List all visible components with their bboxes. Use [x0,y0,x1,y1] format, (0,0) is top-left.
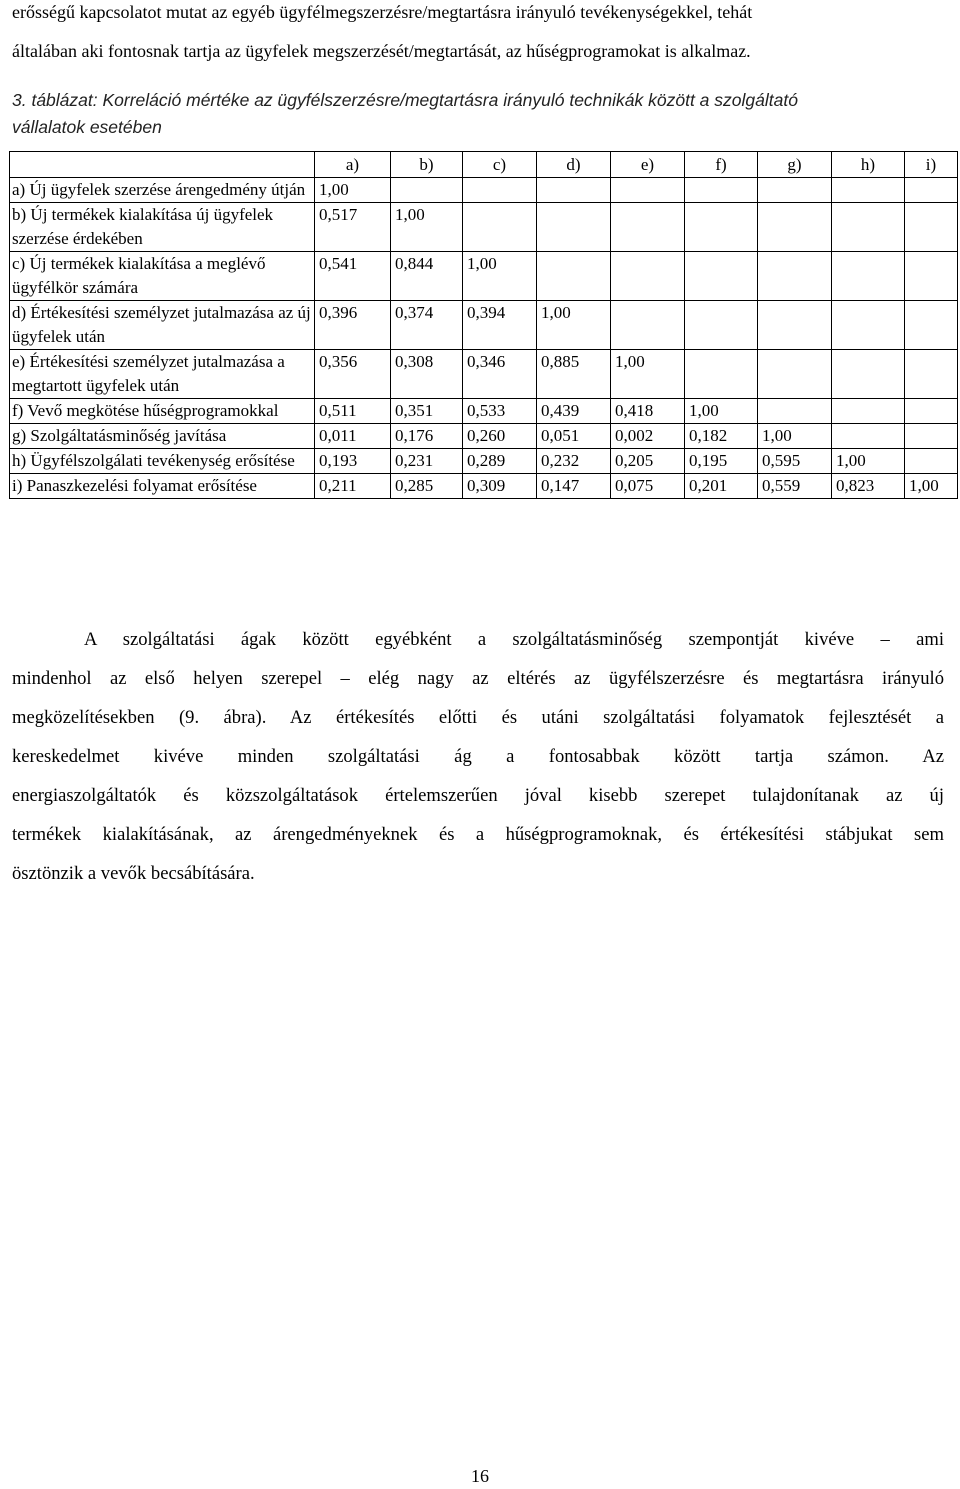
correlation-cell: 0,002 [611,424,685,449]
paragraph-line: ösztönzik a vevők becsábítására. [12,863,255,884]
correlation-cell: 0,205 [611,449,685,474]
correlation-cell [611,252,685,301]
column-header: i) [905,152,958,178]
correlation-cell: 1,00 [611,350,685,399]
correlation-cell [758,252,832,301]
column-header: c) [463,152,537,178]
correlation-cell [905,252,958,301]
correlation-cell [758,203,832,252]
row-label: h) Ügyfélszolgálati tevékenység erősítése [10,449,315,474]
correlation-cell [537,252,611,301]
table-row [10,252,958,301]
correlation-cell [758,399,832,424]
column-header: g) [758,152,832,178]
correlation-cell: 1,00 [905,474,958,499]
table-row [10,449,958,474]
correlation-cell: 0,439 [537,399,611,424]
correlation-cell [905,301,958,350]
correlation-cell: 0,885 [537,350,611,399]
paragraph-line: energiaszolgáltatók és közszolgáltatások értelemszerűen jóval kisebb szerepet tulajdonítanak az új [12,785,944,806]
correlation-cell: 1,00 [758,424,832,449]
paragraph-line: termékek kialakításának, az árengedményeknek és a hűségprogramoknak, és értékesítési stábjukat sem [12,824,944,845]
correlation-cell [685,178,758,203]
correlation-cell: 1,00 [315,178,391,203]
column-header: f) [685,152,758,178]
correlation-cell [832,424,905,449]
table-row [10,474,958,499]
column-header: b) [391,152,463,178]
paragraph-line: megközelítésekben (9. ábra). Az értékesítés előtti és utáni szolgáltatási folyamatok fejlesztését a [12,707,944,728]
correlation-cell [758,301,832,350]
correlation-cell [611,203,685,252]
correlation-cell: 0,533 [463,399,537,424]
correlation-cell: 0,541 [315,252,391,301]
correlation-cell: 0,517 [315,203,391,252]
row-label: b) Új termékek kialakítása új ügyfelek szerzése érdekében [10,203,315,252]
correlation-cell [905,424,958,449]
correlation-cell [685,203,758,252]
table-caption: 3. táblázat: Korreláció mértéke az ügyfélszerzésre/megtartásra irányuló technikák között a szolgáltató [12,90,798,110]
table-row [10,203,958,252]
paragraph-line: A szolgáltatási ágak között egyébként a szolgáltatásminőség szempontját kivéve – ami [84,629,944,650]
table-row [10,350,958,399]
table-header-row [10,152,958,178]
correlation-cell: 0,260 [463,424,537,449]
correlation-cell: 0,195 [685,449,758,474]
correlation-cell: 0,346 [463,350,537,399]
correlation-cell: 0,356 [315,350,391,399]
correlation-cell: 0,176 [391,424,463,449]
correlation-cell [905,350,958,399]
correlation-cell [832,301,905,350]
correlation-cell [832,252,905,301]
correlation-cell: 1,00 [685,399,758,424]
header-corner-cell [10,152,315,178]
row-label: a) Új ügyfelek szerzése árengedmény útján [10,178,315,203]
correlation-cell [832,399,905,424]
row-label: f) Vevő megkötése hűségprogramokkal [10,399,315,424]
correlation-cell [463,203,537,252]
paragraph-line: kereskedelmet kivéve minden szolgáltatási ág a fontosabbak között tartja számon. Az [12,746,944,767]
correlation-cell: 0,394 [463,301,537,350]
correlation-cell: 0,051 [537,424,611,449]
paragraph-line: mindenhol az első helyen szerepel – elég nagy az eltérés az ügyfélszerzésre és megtartásra irányuló [12,668,944,689]
correlation-cell [758,350,832,399]
correlation-cell [832,178,905,203]
correlation-cell: 0,559 [758,474,832,499]
row-label: i) Panaszkezelési folyamat erősítése [10,474,315,499]
correlation-cell [832,350,905,399]
table-row [10,301,958,350]
correlation-cell: 0,351 [391,399,463,424]
correlation-cell: 0,232 [537,449,611,474]
correlation-table [9,151,958,499]
correlation-cell: 0,285 [391,474,463,499]
correlation-cell [905,399,958,424]
correlation-cell: 0,595 [758,449,832,474]
intro-text-line: általában aki fontosnak tartja az ügyfelek megszerzését/megtartását, az hűségprogramokat is alkalmaz. [12,41,751,61]
column-header: e) [611,152,685,178]
page-number: 16 [471,1466,489,1486]
intro-text-line: erősségű kapcsolatot mutat az egyéb ügyfélmegszerzésre/megtartásra irányuló tevékenységekkel, tehát [12,2,753,22]
column-header: h) [832,152,905,178]
correlation-cell: 0,823 [832,474,905,499]
table-row [10,178,958,203]
correlation-cell: 0,011 [315,424,391,449]
correlation-cell: 0,374 [391,301,463,350]
row-label: d) Értékesítési személyzet jutalmazása az új ügyfelek után [10,301,315,350]
table-row [10,424,958,449]
correlation-cell: 0,308 [391,350,463,399]
correlation-cell [905,203,958,252]
correlation-cell: 0,147 [537,474,611,499]
correlation-cell: 0,182 [685,424,758,449]
row-label: e) Értékesítési személyzet jutalmazása a megtartott ügyfelek után [10,350,315,399]
table-row [10,399,958,424]
correlation-cell [685,350,758,399]
correlation-cell: 0,075 [611,474,685,499]
correlation-cell [391,178,463,203]
correlation-cell: 0,289 [463,449,537,474]
correlation-cell [537,178,611,203]
correlation-cell: 0,309 [463,474,537,499]
table-caption-continuation: vállalatok esetében [12,117,162,137]
column-header: a) [315,152,391,178]
correlation-cell [463,178,537,203]
correlation-cell: 1,00 [391,203,463,252]
correlation-cell [611,178,685,203]
correlation-cell: 1,00 [832,449,905,474]
correlation-cell: 0,511 [315,399,391,424]
correlation-cell: 0,201 [685,474,758,499]
column-header: d) [537,152,611,178]
correlation-cell [537,203,611,252]
correlation-cell: 0,193 [315,449,391,474]
correlation-cell [685,252,758,301]
row-label: c) Új termékek kialakítása a meglévő ügyfélkör számára [10,252,315,301]
correlation-cell: 1,00 [463,252,537,301]
correlation-cell: 0,418 [611,399,685,424]
correlation-cell: 0,211 [315,474,391,499]
correlation-cell [905,178,958,203]
correlation-cell [685,301,758,350]
correlation-cell: 0,396 [315,301,391,350]
correlation-cell [905,449,958,474]
correlation-cell [832,203,905,252]
correlation-cell [611,301,685,350]
correlation-cell: 0,231 [391,449,463,474]
correlation-cell: 0,844 [391,252,463,301]
correlation-cell: 1,00 [537,301,611,350]
body-paragraph [12,620,944,893]
correlation-cell [758,178,832,203]
row-label: g) Szolgáltatásminőség javítása [10,424,315,449]
